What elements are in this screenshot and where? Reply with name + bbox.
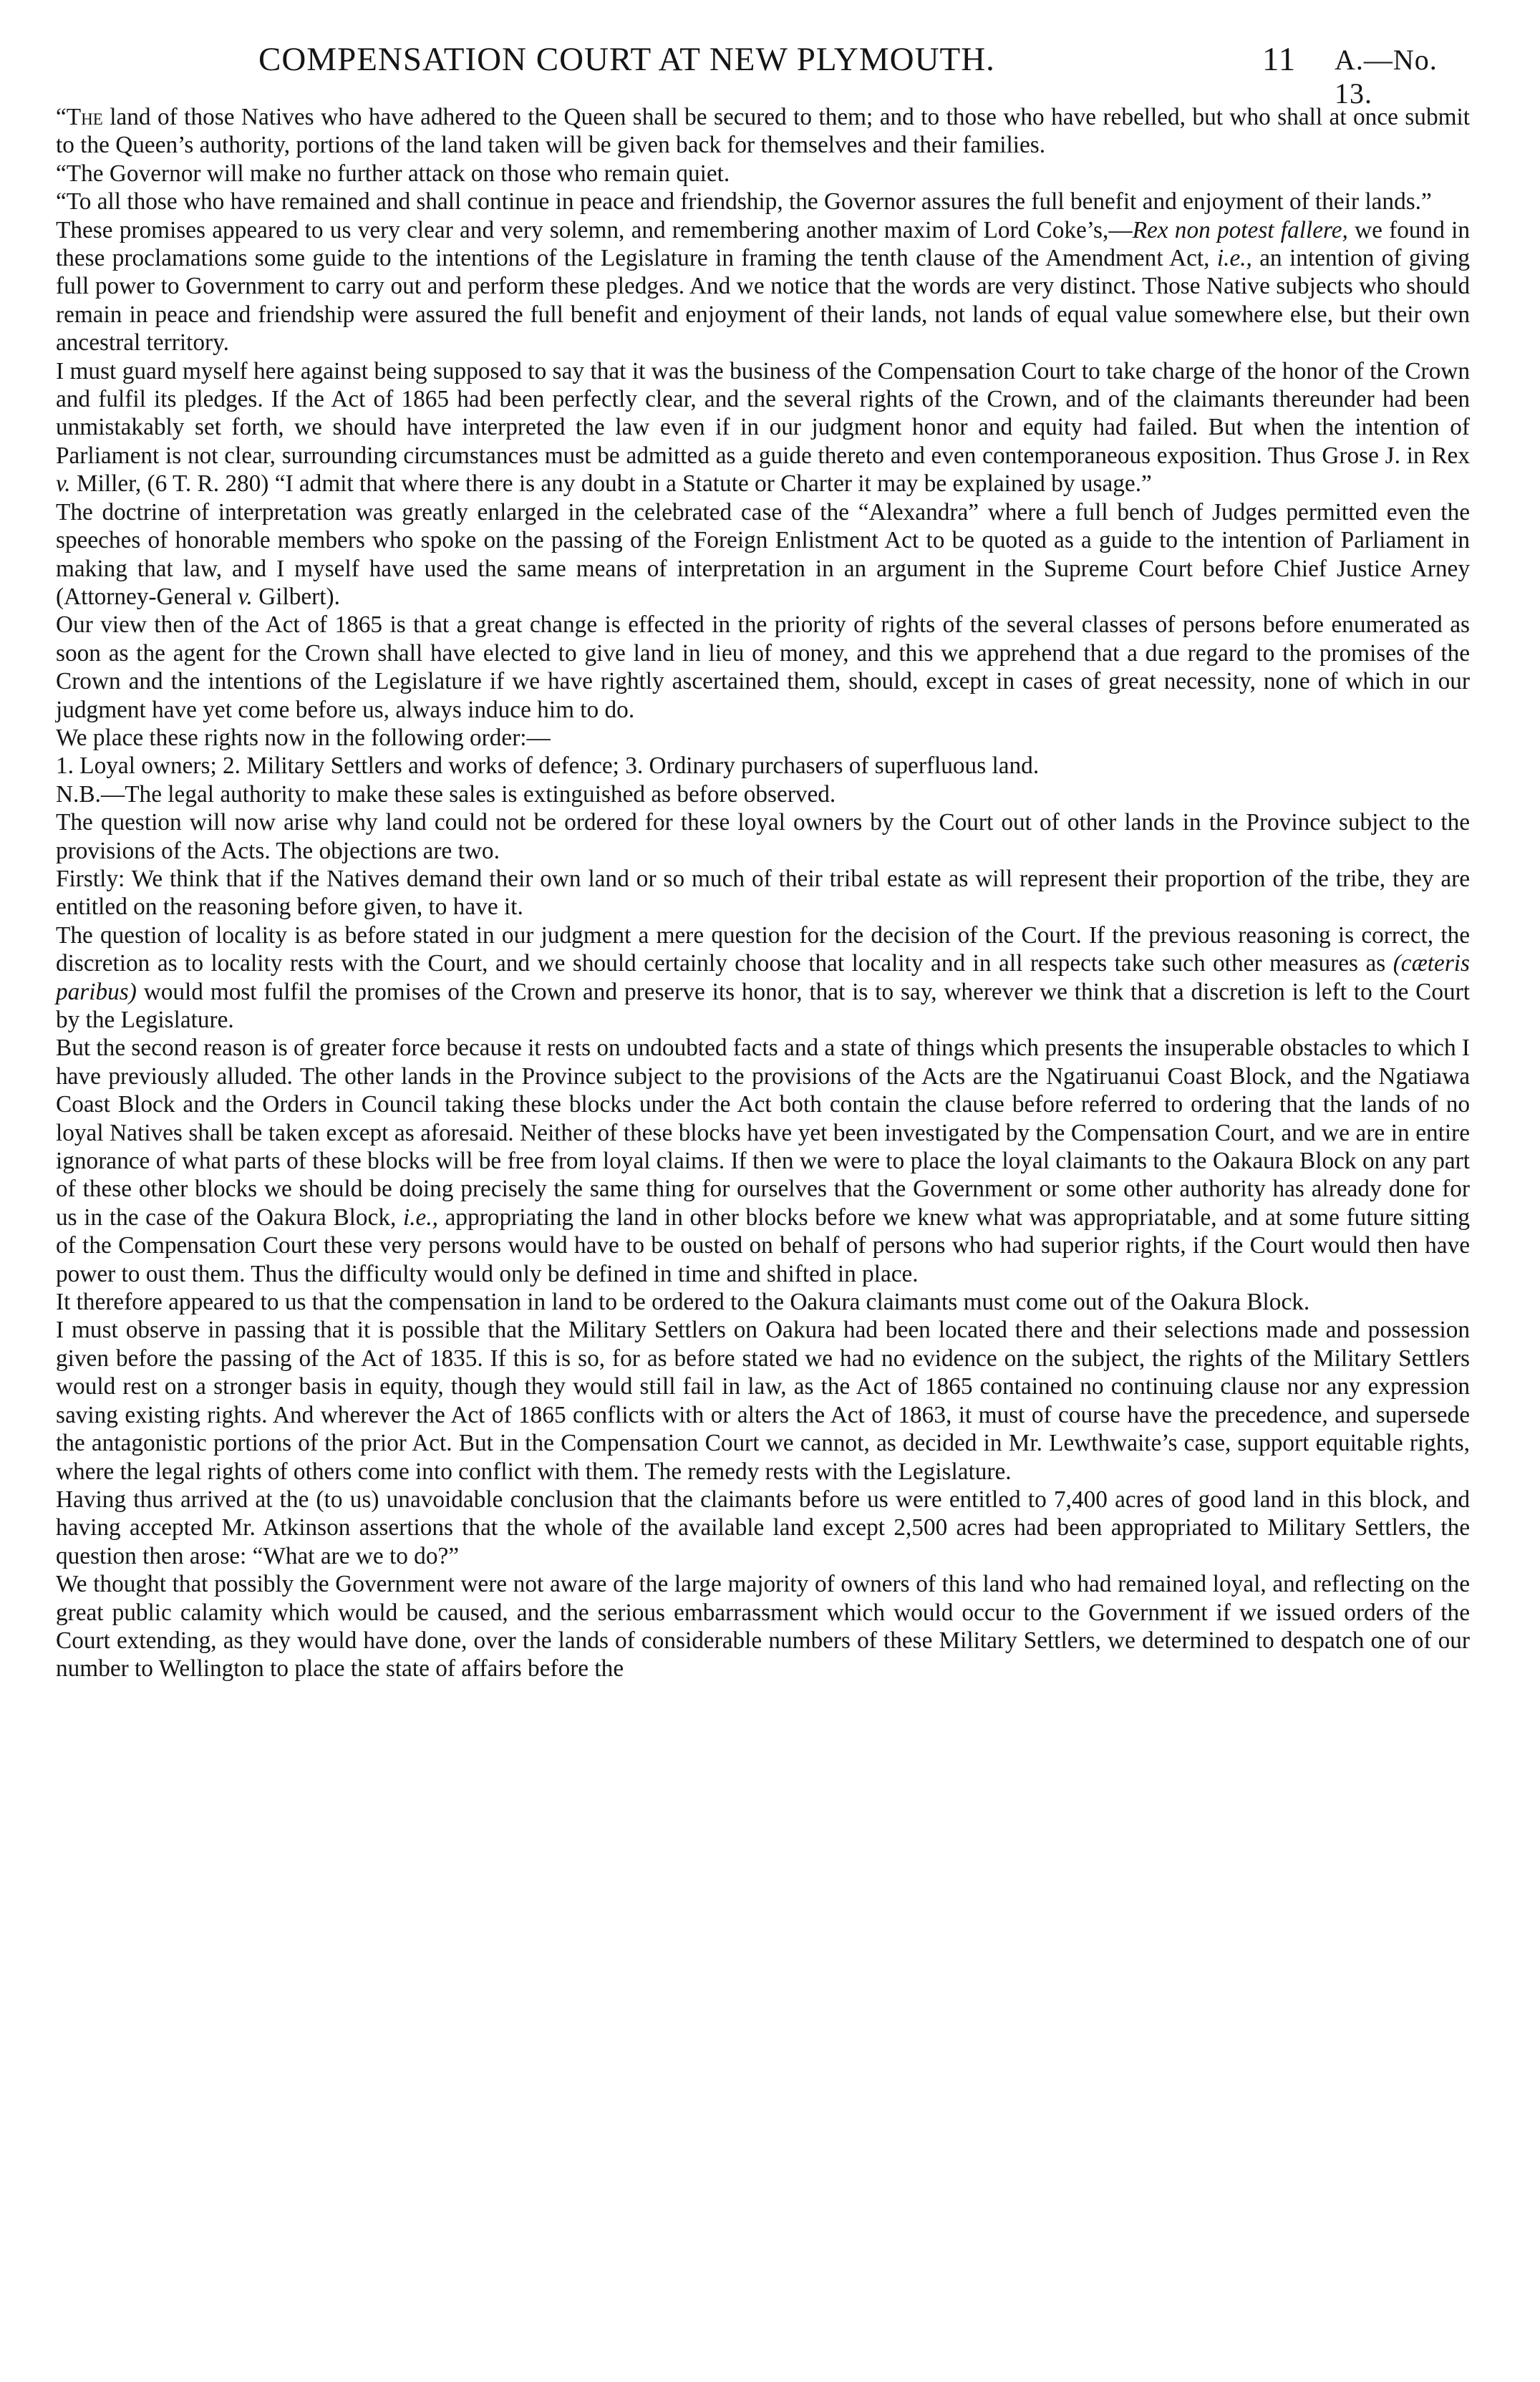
paragraph-question: The question will now arise why land could not be ordered for these loyal owners by the Court out of other lands in the Province subject to the provisions of the Acts. The objections are two.	[56, 809, 1470, 864]
paragraph-locality: The question of locality is as before stated in our judgment a mere question for the decision of the Court. If the previous reasoning is correct, the discretion as to locality rests with the Court, and we should certainly choose that locality and in all respects take such other measures as (cæteris paribus) would most fulfil the promises of the Crown and preserve its honor, that is to say, wherever we think that a discretion is left to the Court by the Legislature.	[56, 921, 1470, 1033]
paragraph-guard: I must guard myself here against being supposed to say that it was the business of the Compensation Court to take charge of the honor of the Crown and fulfil its pledges. If the Act of 1865 had been perfectly clear, and the several rights of the Crown, and of the claimants thereunder had been unmistakably set forth, we should have interpreted the law even if in our judgment honor and equity had failed. But when the intention of Parliament is not clear, surrounding circumstances must be admitted as a guide thereto and even contemporaneous exposition. Thus Grose J. in Rex v. Miller, (6 T. R. 280) “I admit that where there is any doubt in a Statute or Charter it may be explained by usage.”	[56, 357, 1470, 498]
paragraph-proclamation-2: “The Governor will make no further attack on those who remain quiet.	[56, 160, 730, 187]
page-number: 11	[1262, 41, 1297, 78]
page-header	[56, 40, 1470, 110]
paragraph-order-intro: We place these rights now in the following order:—	[56, 724, 551, 751]
paragraph-proclamation-3: “To all those who have remained and shall continue in peace and friendship, the Governor assures the full benefit and enjoyment of their lands.”	[56, 188, 1432, 216]
document-body	[56, 103, 1470, 1683]
paragraph-doctrine: The doctrine of interpretation was greatly enlarged in the celebrated case of the “Alexandra” where a full bench of Judges permitted even the speeches of honorable members who spoke on the passing of the Foreign Enlistment Act to be quoted as a guide to the intention of Parliament in making that law, and I myself have used the same means of interpretation in an argument in the Supreme Court before Chief Justice Arney (Attorney-General v. Gilbert).	[56, 498, 1470, 610]
paragraph-firstly: Firstly: We think that if the Natives demand their own land or so much of their tribal estate as will represent their proportion of the tribe, they are entitled on the reasoning before given, to have it.	[56, 865, 1470, 921]
document-page	[56, 40, 1470, 1683]
paragraph-nb: N.B.—The legal authority to make these sales is extinguished as before observed.	[56, 780, 836, 808]
paragraph-view: Our view then of the Act of 1865 is that a great change is effected in the priority of rights of the several classes of persons before enumerated as soon as the agent for the Crown shall have elected to give land in lieu of money, and this we apprehend that a due regard to the promises of the Crown and the intentions of the Legislature if we have rightly ascertained them, should, except in cases of great necessity, none of which in our judgment have yet come before us, always induce him to do.	[56, 611, 1470, 723]
paragraph-order-list: 1. Loyal owners; 2. Military Settlers and works of defence; 3. Ordinary purchasers of superfluous land.	[56, 752, 1040, 780]
paragraph-despatch: We thought that possibly the Government were not aware of the large majority of owners of this land who had remained loyal, and reflecting on the great public calamity which would be caused, and the serious embarrassment which would occur to the Government if we issued orders of the Court extending, as they would have done, over the lands of considerable numbers of these Military Settlers, we determined to despatch one of our number to Wellington to place the state of affairs before the	[56, 1571, 1470, 1683]
paragraph-observe: I must observe in passing that it is possible that the Military Settlers on Oakura had been located there and their selections made and possession given before the passing of the Act of 1835. If this is so, for as before stated we had no evidence on the subject, the rights of the Military Settlers would rest on a stronger basis in equity, though they would still fail in law, as the Act of 1865 contained no continuing clause nor any expression saving existing rights. And wherever the Act of 1865 conflicts with or alters the Act of 1863, it must of course have the precedence, and supersede the antagonistic portions of the prior Act. But in the Compensation Court we cannot, as decided in Mr. Lewthwaite’s case, support equitable rights, where the legal rights of others come into conflict with them. The remedy rests with the Legislature.	[56, 1317, 1470, 1485]
paragraph-promises: These promises appeared to us very clear and very solemn, and remembering another maxim of Lord Coke’s,—Rex non potest fallere, we found in these proclamations some guide to the intentions of the Legislature in framing the tenth clause of the Amendment Act, i.e., an intention of giving full power to Government to carry out and perform these pledges. And we notice that the words are very distinct. Those Native subjects who should remain in peace and friendship were assured the full benefit and enjoyment of their lands, not lands of equal value somewhere else, but their own ancestral territory.	[56, 216, 1471, 357]
paragraph-proclamation-1: “The land of those Natives who have adhered to the Queen shall be secured to them; and to those who have rebelled, but who shall at once submit to the Queen’s authority, portions of the land taken will be given back for themselves and their families.	[56, 104, 1470, 159]
paragraph-therefore: It therefore appeared to us that the compensation in land to be ordered to the Oakura claimants must come out of the Oakura Block.	[56, 1289, 1310, 1316]
document-reference: A.—No. 13.	[1335, 44, 1438, 110]
paragraph-conclusion: Having thus arrived at the (to us) unavoidable conclusion that the claimants before us were entitled to 7,400 acres of good land in this block, and having accepted Mr. Atkinson assertions that the whole of the available land except 2,500 acres had been appropriated to Military Settlers, the question then arose: “What are we to do?”	[56, 1486, 1470, 1569]
running-title: COMPENSATION COURT AT NEW PLYMOUTH.	[258, 41, 995, 78]
paragraph-second-reason: But the second reason is of greater force because it rests on undoubted facts and a state of things which presents the insuperable obstacles to which I have previously alluded. The other lands in the Province subject to the provisions of the Acts are the Ngatiruanui Coast Block, and the Ngatiawa Coast Block and the Orders in Council taking these blocks under the Act both contain the clause before referred to ordering that the lands of no loyal Natives shall be taken except as aforesaid. Neither of these blocks have yet been investigated by the Compensation Court, and we are in entire ignorance of what parts of these blocks will be free from loyal claims. If then we were to place the loyal claimants to the Oakaura Block on any part of these other blocks we should be doing precisely the same thing for ourselves that the Government or some other authority has already done for us in the case of the Oakura Block, i.e., appropriating the land in other blocks before we knew what was appropriatable, and at some future sitting of the Compensation Court these very persons would have to be ousted on behalf of persons who had superior rights, if the Court would then have power to oust them. Thus the difficulty would only be defined in time and shifted in place.	[56, 1035, 1471, 1287]
